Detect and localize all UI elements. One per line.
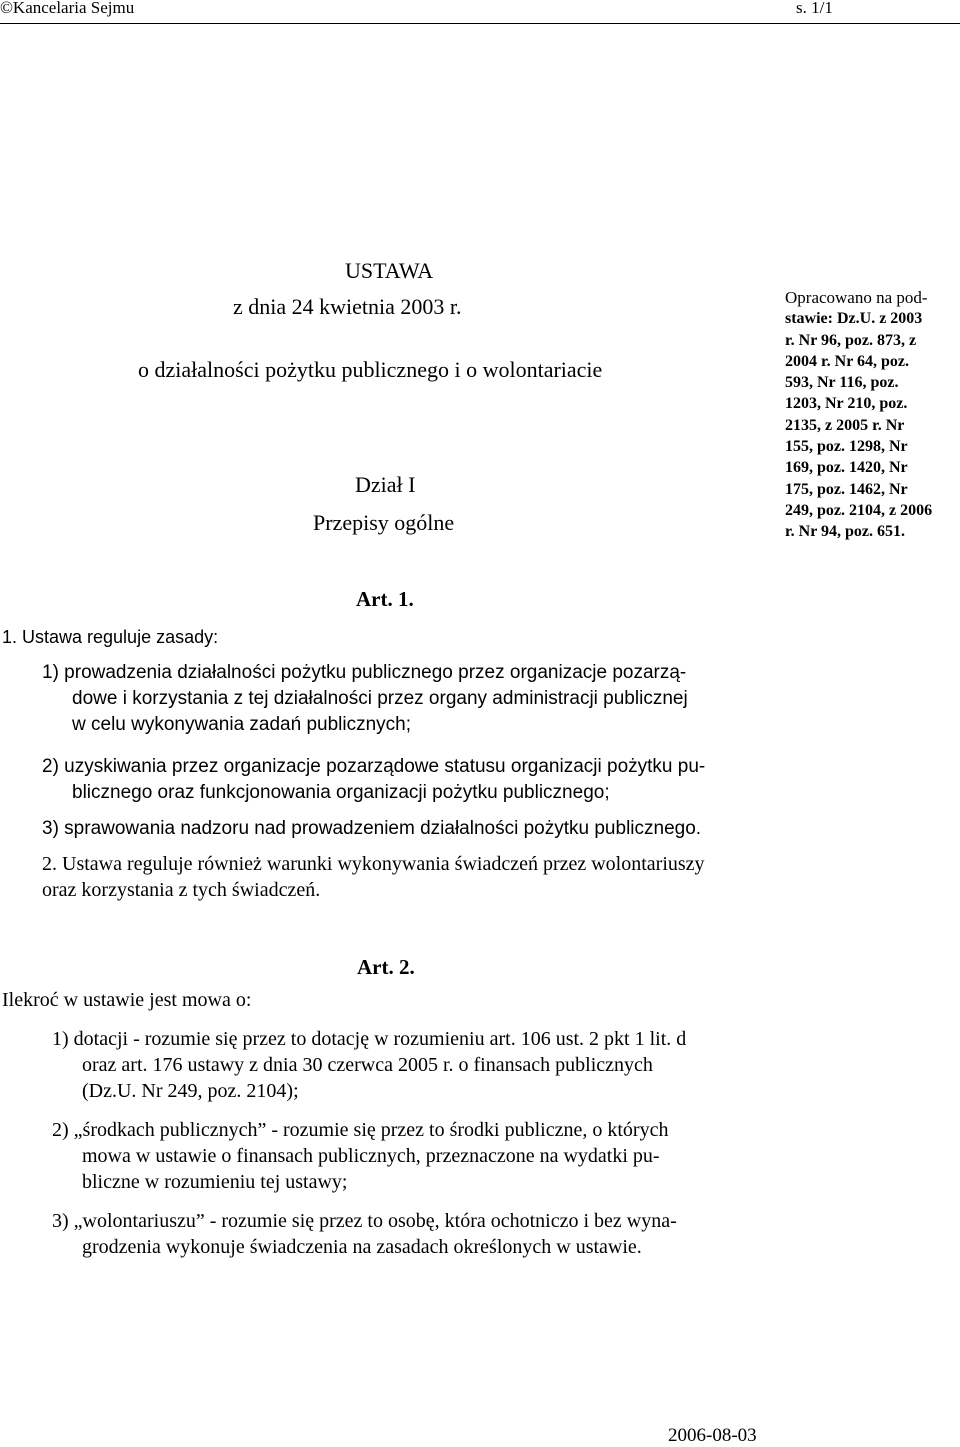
legal-basis-line: stawie: Dz.U. z 2003 [785, 310, 923, 328]
section-title: Przepisy ogólne [313, 510, 455, 535]
act-date: z dnia 24 kwietnia 2003 r. [233, 294, 462, 319]
header-copyright: ©Kancelaria Sejmu [0, 0, 135, 17]
article-1-item-3: 3) sprawowania nadzoru nad prowadzeniem działalności pożytku publicznego. [42, 818, 702, 839]
article-2-item-3-line: grodzenia wykonuje świadczenia na zasadach określonych w ustawie. [82, 1236, 642, 1258]
article-1-para-1-intro: 1. Ustawa reguluje zasady: [2, 627, 219, 647]
article-1-para-2-line: oraz korzystania z tych świadczeń. [42, 879, 321, 901]
article-1-item-1-line: 1) prowadzenia działalności pożytku publicznego przez organizacje pozarzą- [42, 662, 687, 683]
legal-basis-note [785, 287, 960, 543]
legal-basis-line: r. Nr 96, poz. 873, z [785, 331, 917, 349]
article-1-item-1-line: dowe i korzystania z tej działalności przez organy administracji publicznej [72, 688, 688, 709]
legal-basis-line: Opracowano na pod- [785, 288, 928, 307]
legal-basis-line: r. Nr 94, poz. 651. [785, 523, 905, 541]
article-1-heading: Art. 1. [356, 587, 414, 611]
act-subject: o działalności pożytku publicznego i o wolontariacie [138, 357, 603, 382]
section-label: Dział I [355, 472, 416, 497]
legal-basis-line: 169, poz. 1420, Nr [785, 459, 908, 477]
header-page-number: s. 1/1 [796, 0, 833, 17]
article-2-item-1-line: 1) dotacji - rozumie się przez to dotację w rozumieniu art. 106 ust. 2 pkt 1 lit. d [52, 1028, 687, 1050]
legal-basis-line: 593, Nr 116, poz. [785, 374, 899, 392]
act-type: USTAWA [345, 258, 434, 283]
article-1-item-1-line: w celu wykonywania zadań publicznych; [72, 714, 412, 735]
legal-basis-line: 1203, Nr 210, poz. [785, 395, 908, 413]
article-2-item-2-line: mowa w ustawie o finansach publicznych, przeznaczone na wydatki pu- [82, 1145, 660, 1167]
footer-date: 2006-08-03 [668, 1425, 757, 1446]
article-1-item-2-line: blicznego oraz funkcjonowania organizacji pożytku publicznego; [72, 782, 610, 803]
article-2-item-1-line: oraz art. 176 ustawy z dnia 30 czerwca 2005 r. o finansach publicznych [82, 1054, 653, 1076]
article-2-heading: Art. 2. [357, 955, 415, 979]
article-2-item-2-line: bliczne w rozumieniu tej ustawy; [82, 1171, 348, 1193]
article-2-item-2-line: 2) „środkach publicznych” - rozumie się przez to środki publiczne, o których [52, 1119, 669, 1141]
header-divider [0, 23, 960, 24]
article-1-item-2-line: 2) uzyskiwania przez organizacje pozarządowe statusu organizacji pożytku pu- [42, 756, 706, 777]
article-1-para-2-line: 2. Ustawa reguluje również warunki wykonywania świadczeń przez wolontariuszy [42, 853, 705, 875]
article-2-item-3-line: 3) „wolontariuszu” - rozumie się przez to osobę, która ochotniczo i bez wyna- [52, 1210, 677, 1232]
article-2-intro: Ilekroć w ustawie jest mowa o: [2, 989, 252, 1011]
legal-basis-line: 2135, z 2005 r. Nr [785, 416, 905, 434]
legal-basis-line: 155, poz. 1298, Nr [785, 438, 908, 456]
article-2-item-1-line: (Dz.U. Nr 249, poz. 2104); [82, 1080, 299, 1102]
legal-basis-line: 175, poz. 1462, Nr [785, 480, 908, 498]
legal-basis-line: 249, poz. 2104, z 2006 [785, 501, 933, 519]
legal-basis-line: 2004 r. Nr 64, poz. [785, 352, 909, 370]
